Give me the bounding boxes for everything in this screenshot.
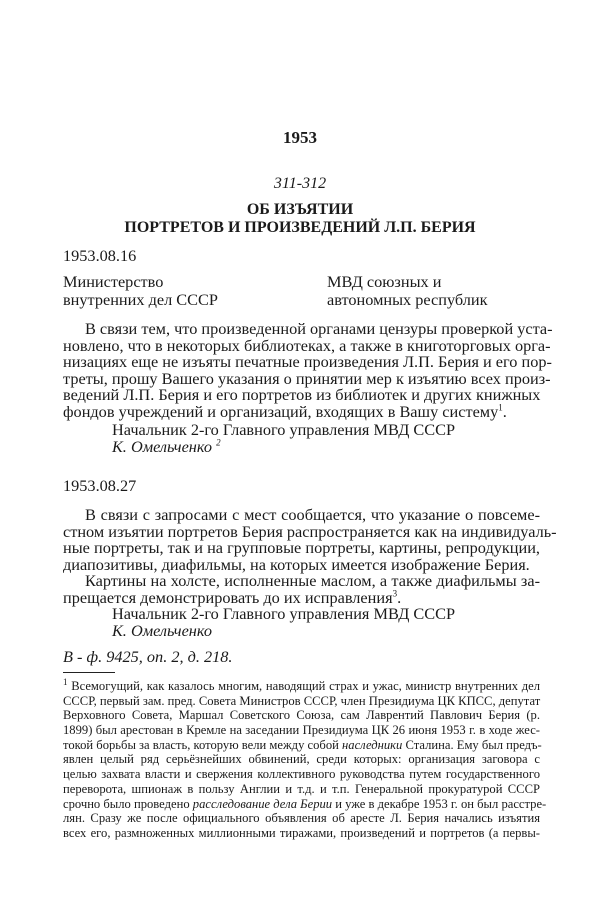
body-line: прещается демонстрировать до их исправления$^3$. [63, 587, 402, 607]
document-title [0, 201, 600, 237]
body-line: новлено, что в некоторых библиотеках, а также в книготорговых орга- [63, 335, 551, 355]
document2-date: 1953.08.27 [63, 476, 137, 495]
footnote-text: Сталина. Ему был предъ- [402, 737, 542, 752]
footnote-italic: наследники [342, 737, 403, 752]
signer-name: К. Омельченко [112, 436, 213, 456]
recipient-line: автономных республик [327, 290, 488, 309]
body-line: В связи с запросами с мест сообщается, что указание о повсеме- [85, 505, 540, 524]
sender-block [63, 273, 327, 309]
address-block [63, 273, 540, 309]
recipient-block [327, 273, 488, 309]
body-line: стном изъятии портретов Берия распространяется как на индивидуаль- [63, 521, 557, 541]
signature-title: Начальник 2-го Главного управления МВД СССР [112, 604, 456, 623]
body-line: ные портреты, так и на групповые портреты, картины, репродукции, [63, 538, 540, 557]
footnote-text: Всемогущий, как казалось многим, наводящий страх и ужас, министр внутренних дел [71, 679, 540, 693]
body-text: прещается демонстрировать до их исправления [63, 587, 393, 607]
footnote-line: лян. Сразу же после официального объявления об аресте Л. Берия начались изъятия [63, 811, 540, 826]
body-line: низациях еще не изъяты печатные произведения Л.П. Берия и его пор- [63, 352, 552, 371]
footnote-line [63, 676, 540, 694]
signature-name [112, 436, 540, 456]
signature-name: К. Омельченко [112, 620, 213, 640]
sender-line: Министерство [63, 272, 164, 291]
footnote-text: токой борьбы за власть, которую вели между собой [63, 737, 343, 752]
document2-signature [63, 606, 540, 639]
footnote-divider [63, 672, 115, 673]
footnote-line [63, 796, 547, 812]
body-line: Картины на холсте, исполненные маслом, а также диафильмы за- [85, 571, 540, 590]
footnote-italic: расследование дела Берии [192, 796, 333, 811]
footnote-line: явлен целый ряд серьёзнейших обвинений, среди которых: организация заговора с [63, 752, 540, 767]
body-line: треты, прошу Вашего указания о принятии мер к изъятию всех произ- [63, 368, 551, 388]
title-line: ПОРТРЕТОВ И ПРОИЗВЕДЕНИЙ Л.П. БЕРИЯ [124, 219, 476, 236]
footnote-line [63, 738, 540, 753]
document-number: 311-312 [273, 175, 327, 192]
body-text: фондов учреждений и организаций, входящих в Вашу систему [63, 401, 499, 421]
document1-body [63, 319, 553, 421]
footnote-line: целью захвата власти и свержения коллективного руководства путем государственного [63, 767, 540, 782]
title-line: ОБ ИЗЪЯТИИ [246, 201, 354, 218]
body-line: фондов учреждений и организаций, входящих в Вашу систему$^1$. [63, 401, 507, 421]
signature-title: Начальник 2-го Главного управления МВД СССР [112, 420, 456, 439]
footnote-line: СССР, первый зам. пред. Совета Министров СССР, член Президиума ЦК КПСС, депутат [63, 693, 541, 708]
footnote-line: переворота, шпионаж в пользу Англии и т.д. и т.п. Генеральной прокуратурой СССР [63, 781, 540, 796]
sender-line: внутренних дел СССР [63, 290, 218, 309]
footnote-line: Верховного Совета, Маршал Советского Союза, сам Лаврентий Павлович Берия (р. [63, 708, 540, 723]
document1-signature [63, 422, 540, 455]
recipient-line: МВД союзных и [327, 272, 442, 291]
footnote-number: 1 [63, 676, 68, 687]
footnote-text: и уже в декабре 1953 г. он был расстре- [332, 796, 547, 811]
body-line: диапозитивы, диафильмы, на которых имеется изображение Берия. [63, 554, 530, 574]
footnote-line: 1899) был арестован в Кремле на заседании Президиума ЦК 26 июня 1953 г. в ходе жес- [63, 723, 540, 738]
footnote-ref: 1 [498, 402, 503, 413]
footnote-text: срочно было проведено [63, 796, 193, 811]
body-line: ведений Л.П. Берия и его портретов из библиотек и других книжных [63, 385, 541, 404]
footnote-line: всех его, размноженных миллионными тиражами, произведений и портретов (а первы- [63, 825, 540, 840]
year-heading: 1953 [283, 128, 317, 147]
archive-reference: В - ф. 9425, оп. 2, д. 218. [63, 647, 233, 666]
document1-date: 1953.08.16 [63, 246, 137, 265]
document2-body [63, 505, 557, 607]
body-line: В связи тем, что произведенной органами цензуры проверкой уста- [85, 319, 553, 338]
footnote [63, 676, 547, 841]
footnote-ref: 2 [216, 437, 221, 448]
footnote-ref: 3 [392, 588, 398, 599]
